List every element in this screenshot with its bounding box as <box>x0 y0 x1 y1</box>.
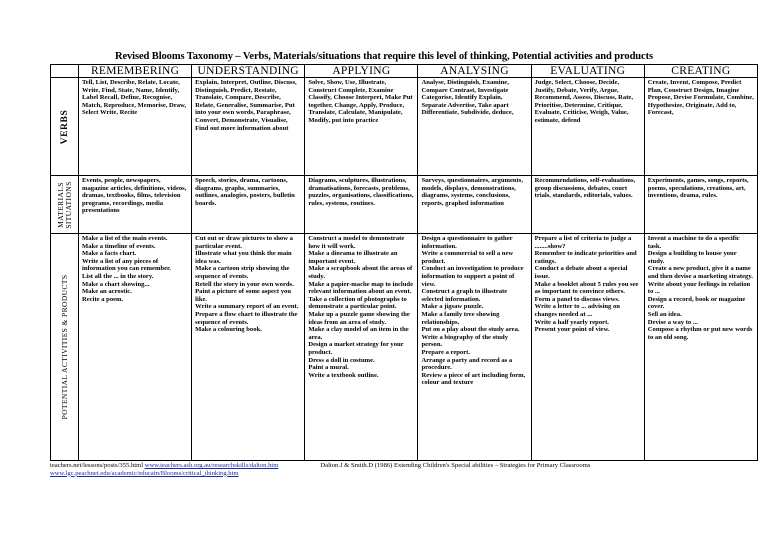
activity-item: Present your point of view. <box>534 326 610 334</box>
activity-item: Recite a poem. <box>82 295 124 303</box>
activity-item: Dress a doll in costume. <box>308 356 375 364</box>
activities-cell <box>79 234 192 461</box>
activity-item: Conduct a debate about a special issue. <box>534 265 628 280</box>
activities-cell <box>531 234 644 461</box>
activity-item: Design a record, book or magazine cover. <box>647 295 746 311</box>
activity-item: Make a colouring book. <box>195 326 262 334</box>
activity-item: Make a list of the main events. <box>82 235 168 242</box>
materials-cell: Surveys, questionnaires, arguments, models, displays, demonstrations, diagrams, systems, conclusions, reports, graphed information <box>418 176 531 234</box>
row-label-activities: POTENTIAL ACTIVITIES & PRODUCTS <box>51 234 79 461</box>
activity-item: Make up a puzzle game showing the ideas from an area of study. <box>308 310 410 326</box>
header-row <box>51 65 758 78</box>
materials-cell: Diagrams, sculptures, illustrations, dramatisations, forecasts, problems, puzzles, organisations, classifications, rules, systems, routines. <box>305 176 418 234</box>
activity-item: Design a building to house your study. <box>647 250 737 265</box>
activity-item: Remember to indicate priorities and ratings. <box>534 250 637 265</box>
activity-item: Form a panel to discuss views. <box>534 295 620 303</box>
verbs-cell: Solve, Show, Use, Illustrate, Construct Complete, Examine Classify, Choose Interpret, Make Put together, Change, Apply, Produce, Translate, Calculate, Manipulate, Modify, put into practice <box>305 78 418 176</box>
activity-item: Make a chart showing... <box>82 280 150 288</box>
activity-item: Write a summary report of an event. <box>195 303 299 311</box>
activity-item: Devise a way to ... <box>647 318 698 326</box>
activities-cell <box>192 234 305 461</box>
activity-item: Cut out or draw pictures to show a particular event. <box>195 235 293 250</box>
activity-item: Retell the story in your own words. <box>195 280 294 288</box>
activity-item: Put on a play about the study area. <box>421 326 520 334</box>
activity-item: Make a cartoon strip showing the sequence of events. <box>195 265 290 280</box>
activity-item: Design a market strategy for your product. <box>308 341 404 356</box>
activities-cell <box>418 234 531 461</box>
activity-item: Review a piece of art including form, colour and texture <box>421 371 526 387</box>
activity-item: Write a letter to ... advising on changes needed at ... <box>534 303 620 318</box>
row-label-verbs: VERBS <box>51 78 79 176</box>
footer-link-blooms[interactable]: www.lgc.peachnet.edu/academic/educatn/Blooms/critical_thinking.htm <box>50 469 239 477</box>
activity-item: Design a questionnaire to gather information. <box>421 235 513 250</box>
activity-item: Paint a picture of some aspect you like. <box>195 288 292 303</box>
header-understanding: UNDERSTANDING <box>192 65 305 78</box>
header-analysing: ANALYSING <box>418 65 531 78</box>
row-label-materials: MATERIALS SITUATIONS <box>51 176 79 234</box>
activity-item: Create a new product, give it a name and then devise a marketing strategy. <box>647 265 753 280</box>
activity-item: Write a biography of the study person. <box>421 333 508 349</box>
activity-item: Prepare a report. <box>421 348 470 356</box>
activity-item: Construct a model to demonstrate how it will work. <box>308 235 405 250</box>
activity-item: Conduct an investigation to produce information to support a point of view. <box>421 265 524 288</box>
activity-item: Make a facts chart. <box>82 250 137 258</box>
materials-cell: Events, people, newspapers, magazine articles, definitions, videos, dramas, textbooks, films, television programs, recordings, media presentations <box>79 176 192 234</box>
activity-item: Make a booklet about 5 rules you see as important to convince others. <box>534 280 639 296</box>
activity-item: Make a jigsaw puzzle. <box>421 303 484 311</box>
activity-item: Make a papier-mache map to include relevant information about an event. <box>308 280 414 296</box>
activity-item: Write about your feelings in relation to ... <box>647 280 751 296</box>
taxonomy-table <box>50 64 758 461</box>
activity-item: Illustrate what you think the main idea was. <box>195 250 292 265</box>
page-title: Revised Blooms Taxonomy – Verbs, Materials/situations that require this level of thinking, Potential activities and products <box>114 51 653 62</box>
activity-item: Make a timeline of events. <box>82 242 156 250</box>
materials-cell: Experiments, games, songs, reports, poems, speculations, creations, art, inventions, drama, rules. <box>644 176 757 234</box>
header-creating: CREATING <box>644 65 757 78</box>
activity-item: Paint a mural. <box>308 364 349 372</box>
verbs-cell: Create, Invent, Compose, Predict Plan, Construct Design, Imagine Propose, Devise Formulate, Combine, Hypothesize, Originate, Add to, Forecast, <box>644 78 757 176</box>
activity-item: Write a half yearly report. <box>534 318 609 326</box>
activities-row <box>51 234 758 461</box>
materials-row <box>51 176 758 234</box>
activity-item: Write a list of any pieces of information you can remember. <box>82 257 172 273</box>
header-evaluating: EVALUATING <box>531 65 644 78</box>
activity-item: Prepare a list of criteria to judge a ........show? <box>534 235 632 250</box>
activity-item: Take a collection of photographs to demonstrate a particular point. <box>308 295 407 311</box>
footer-link-dalton[interactable]: www.teachers.ash.org.au/researchskills/dalton.htm <box>144 462 279 469</box>
activity-item: Construct a graph to illustrate selected information. <box>421 288 508 303</box>
corner-cell <box>51 65 79 78</box>
activity-item: Arrange a party and record as a procedure. <box>421 356 513 372</box>
verbs-cell: Explain, Interpret, Outline, Discuss, Distinguish, Predict, Restate, Translate, Compare, Describe, Relate, Generalise, Summarise, Put into your own words, Paraphrase, Convert, Demonstrate, Visualise, Find out more information about <box>192 78 305 176</box>
activity-item: Write a textbook outline. <box>308 371 379 379</box>
materials-cell: Speech, stories, drama, cartoons, diagrams, graphs, summaries, outlines, analogies, posters, bulletin boards. <box>192 176 305 234</box>
activity-item: Prepare a flow chart to illustrate the sequence of events. <box>195 310 298 326</box>
verbs-cell: Analyse, Distinguish, Examine, Compare Contrast, Investigate Categorise, Identify Explain, Separate Advertise, Take apart Differentiate, Subdivide, deduce, <box>418 78 531 176</box>
activity-item: Sell an idea. <box>647 310 682 318</box>
activity-item: List all the ... in the story. <box>82 272 154 280</box>
footer <box>50 462 758 477</box>
footer-credit: Dalton.J & Smith.D (1986) Extending Children's Special abilities – Strategies for Primary Classrooms <box>320 462 591 469</box>
verbs-row <box>51 78 758 176</box>
activity-item: Invent a machine to do a specific task. <box>647 235 740 250</box>
activity-item: Make a diorama to illustrate an important event. <box>308 250 398 265</box>
activity-item: Write a commercial to sell a new product. <box>421 250 514 265</box>
activity-item: Make a clay model of an item in the area. <box>308 326 409 341</box>
activity-item: Make a family tree showing relationships. <box>421 310 500 326</box>
header-applying: APPLYING <box>305 65 418 78</box>
activity-item: Make a scrapbook about the areas of study. <box>308 265 413 280</box>
activities-cell <box>305 234 418 461</box>
footer-source-text: teachers.net/lessons/posts/355.html <box>50 462 144 469</box>
materials-cell: Recommendations, self-evaluations, group discussions, debates, court trials, standards, editorials, values. <box>531 176 644 234</box>
verbs-cell: Judge, Select, Choose, Decide, Justify, Debate, Verify, Argue, Recommend, Assess, Discuss, Rate, Prioritise, Determine, Critique, Evaluate, Criticise, Weigh, Value, estimate, defend <box>531 78 644 176</box>
activities-cell <box>644 234 757 461</box>
activity-item: Compose a rhythm or put new words to an old song. <box>647 326 753 341</box>
header-remembering: REMEMBERING <box>79 65 192 78</box>
activity-item: Make an acrostic. <box>82 288 132 296</box>
verbs-cell: Tell, List, Describe, Relate, Locate, Write, Find, State, Name, Identify, Label Recall, Define, Recognise, Match, Reproduce, Memorise, Draw, Select Write, Recite <box>79 78 192 176</box>
